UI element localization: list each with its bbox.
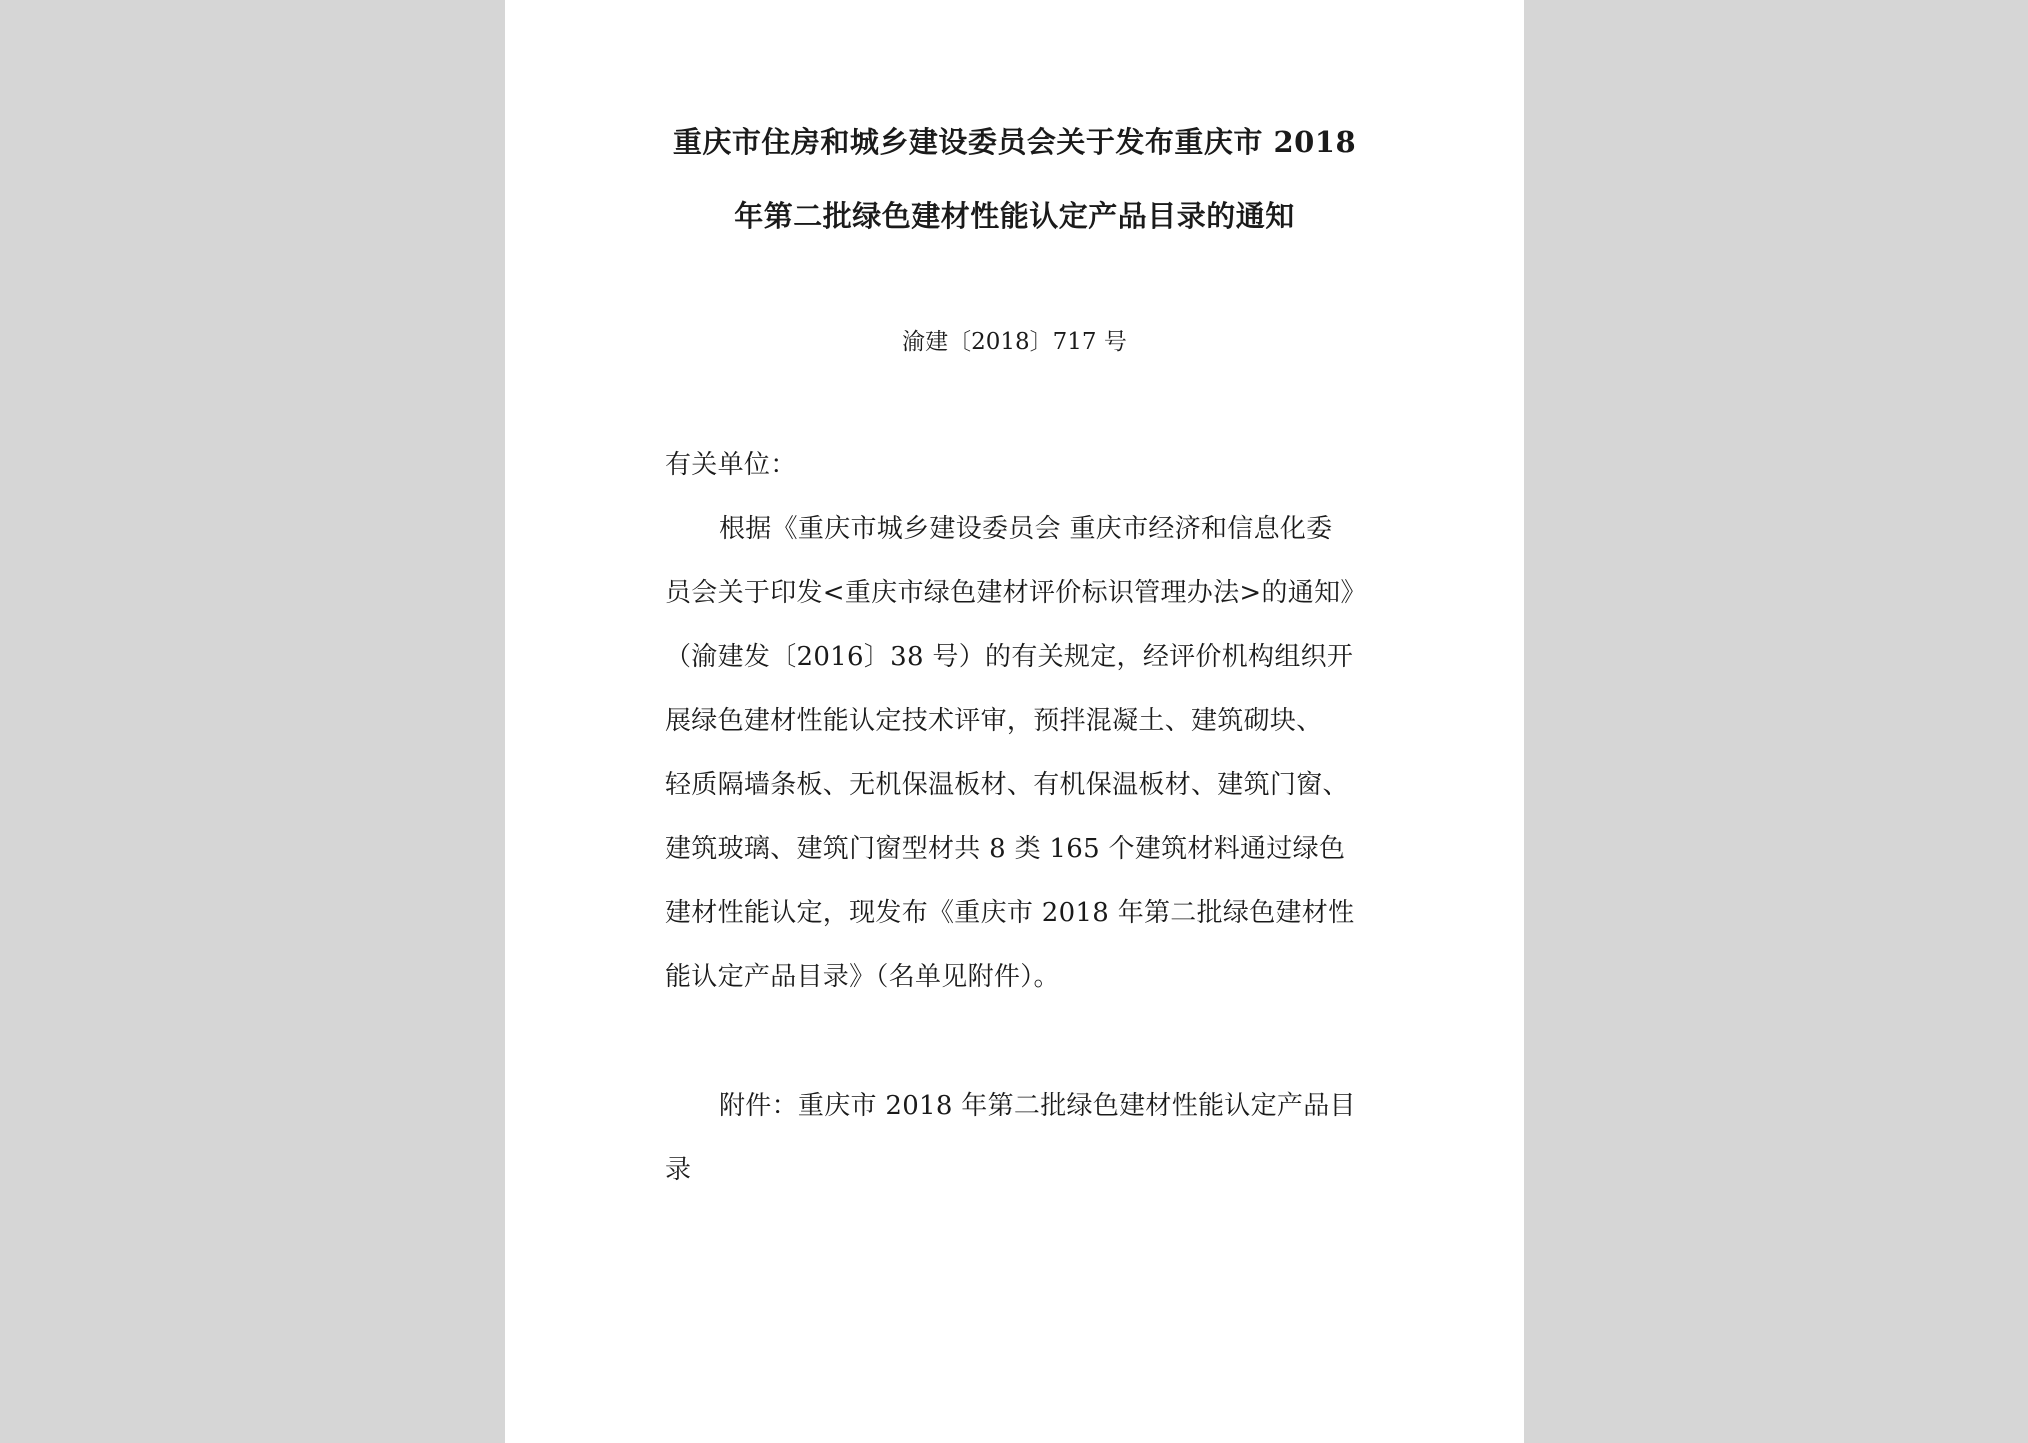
document-title-line-1: 重庆市住房和城乡建设委员会关于发布重庆市 2018 <box>672 125 1357 159</box>
body-line: 员会关于印发<重庆市绿色建材评价标识管理办法>的通知》 <box>665 578 1367 608</box>
body-line: 轻质隔墙条板、无机保温板材、有机保温板材、建筑门窗、 <box>665 770 1349 800</box>
document-number: 渝建〔2018〕717 号 <box>902 329 1127 355</box>
salutation: 有关单位： <box>665 450 797 480</box>
attachment-line-2: 录 <box>665 1155 692 1185</box>
body-line: 建筑玻璃、建筑门窗型材共 8 类 165 个建筑材料通过绿色 <box>665 834 1346 864</box>
body-line: 建材性能认定，现发布《重庆市 2018 年第二批绿色建材性 <box>665 898 1355 928</box>
attachment-line-1: 附件：重庆市 2018 年第二批绿色建材性能认定产品目 <box>719 1091 1356 1121</box>
document-title-line-2: 年第二批绿色建材性能认定产品目录的通知 <box>734 199 1295 233</box>
body-line: 能认定产品目录》（名单见附件）。 <box>665 962 1060 992</box>
document-page <box>505 0 1524 1443</box>
body-line: 根据《重庆市城乡建设委员会 重庆市经济和信息化委 <box>719 514 1333 544</box>
body-line: （渝建发〔2016〕38 号）的有关规定，经评价机构组织开 <box>665 642 1354 672</box>
body-line: 展绿色建材性能认定技术评审，预拌混凝土、建筑砌块、 <box>665 706 1323 736</box>
